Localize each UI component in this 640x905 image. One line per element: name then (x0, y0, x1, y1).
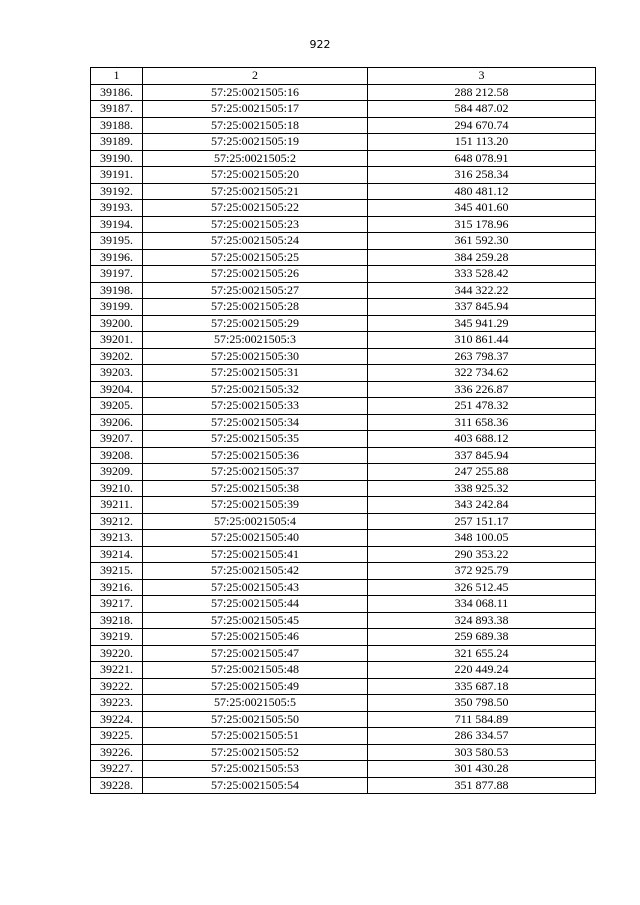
row-number-cell: 39195. (91, 233, 143, 250)
cadastral-number-cell: 57:25:0021505:53 (143, 761, 368, 778)
table-row (91, 348, 596, 365)
row-number-cell: 39227. (91, 761, 143, 778)
row-number-cell: 39200. (91, 315, 143, 332)
table-row (91, 695, 596, 712)
row-number-cell: 39188. (91, 117, 143, 134)
cadastral-number-cell: 57:25:0021505:43 (143, 579, 368, 596)
table-body (91, 84, 596, 794)
cadastral-number-cell: 57:25:0021505:39 (143, 497, 368, 514)
cadastral-value-cell: 343 242.84 (368, 497, 596, 514)
row-number-cell: 39207. (91, 431, 143, 448)
cadastral-value-cell: 337 845.94 (368, 299, 596, 316)
row-number-cell: 39206. (91, 414, 143, 431)
row-number-cell: 39217. (91, 596, 143, 613)
table-row (91, 266, 596, 283)
table-row (91, 249, 596, 266)
row-number-cell: 39228. (91, 777, 143, 794)
table-row (91, 546, 596, 563)
row-number-cell: 39201. (91, 332, 143, 349)
row-number-cell: 39197. (91, 266, 143, 283)
table-row (91, 431, 596, 448)
cadastral-number-cell: 57:25:0021505:42 (143, 563, 368, 580)
cadastral-value-cell: 286 334.57 (368, 728, 596, 745)
cadastral-number-cell: 57:25:0021505:29 (143, 315, 368, 332)
cadastral-value-cell: 263 798.37 (368, 348, 596, 365)
row-number-cell: 39213. (91, 530, 143, 547)
cadastral-number-cell: 57:25:0021505:40 (143, 530, 368, 547)
cadastral-number-cell: 57:25:0021505:31 (143, 365, 368, 382)
row-number-cell: 39220. (91, 645, 143, 662)
cadastral-number-cell: 57:25:0021505:50 (143, 711, 368, 728)
row-number-cell: 39219. (91, 629, 143, 646)
cadastral-number-cell: 57:25:0021505:20 (143, 167, 368, 184)
cadastral-value-cell: 372 925.79 (368, 563, 596, 580)
table-row (91, 530, 596, 547)
table-row (91, 579, 596, 596)
table-row (91, 365, 596, 382)
cadastral-value-cell: 220 449.24 (368, 662, 596, 679)
cadastral-value-cell: 344 322.22 (368, 282, 596, 299)
cadastral-number-cell: 57:25:0021505:45 (143, 612, 368, 629)
table-row (91, 167, 596, 184)
table-row (91, 744, 596, 761)
cadastral-value-cell: 322 734.62 (368, 365, 596, 382)
row-number-cell: 39210. (91, 480, 143, 497)
cadastral-number-cell: 57:25:0021505:46 (143, 629, 368, 646)
cadastral-value-cell: 345 941.29 (368, 315, 596, 332)
table-row (91, 728, 596, 745)
table-row (91, 447, 596, 464)
cadastral-value-cell: 711 584.89 (368, 711, 596, 728)
cadastral-value-cell: 648 078.91 (368, 150, 596, 167)
page-number: 922 (309, 38, 331, 51)
cadastral-value-cell: 290 353.22 (368, 546, 596, 563)
cadastral-number-cell: 57:25:0021505:2 (143, 150, 368, 167)
cadastral-number-cell: 57:25:0021505:17 (143, 101, 368, 118)
row-number-cell: 39204. (91, 381, 143, 398)
row-number-cell: 39186. (91, 84, 143, 101)
table-row (91, 101, 596, 118)
cadastral-number-cell: 57:25:0021505:44 (143, 596, 368, 613)
row-number-cell: 39196. (91, 249, 143, 266)
cadastral-value-cell: 333 528.42 (368, 266, 596, 283)
row-number-cell: 39193. (91, 200, 143, 217)
cadastral-number-cell: 57:25:0021505:48 (143, 662, 368, 679)
table-row (91, 216, 596, 233)
cadastral-number-cell: 57:25:0021505:3 (143, 332, 368, 349)
row-number-cell: 39199. (91, 299, 143, 316)
row-number-cell: 39190. (91, 150, 143, 167)
row-number-cell: 39224. (91, 711, 143, 728)
cadastral-value-cell: 259 689.38 (368, 629, 596, 646)
cadastral-number-cell: 57:25:0021505:32 (143, 381, 368, 398)
table-row (91, 777, 596, 794)
cadastral-number-cell: 57:25:0021505:36 (143, 447, 368, 464)
column-header-2: 2 (143, 68, 368, 85)
table-row (91, 612, 596, 629)
cadastral-value-cell: 303 580.53 (368, 744, 596, 761)
cadastral-value-cell: 338 925.32 (368, 480, 596, 497)
table-row (91, 596, 596, 613)
table-row (91, 464, 596, 481)
cadastral-number-cell: 57:25:0021505:26 (143, 266, 368, 283)
row-number-cell: 39221. (91, 662, 143, 679)
cadastral-value-cell: 384 259.28 (368, 249, 596, 266)
table-row (91, 414, 596, 431)
cadastral-number-cell: 57:25:0021505:28 (143, 299, 368, 316)
table-row (91, 381, 596, 398)
cadastral-number-cell: 57:25:0021505:19 (143, 134, 368, 151)
cadastral-number-cell: 57:25:0021505:4 (143, 513, 368, 530)
row-number-cell: 39187. (91, 101, 143, 118)
table-row (91, 480, 596, 497)
cadastral-value-cell: 337 845.94 (368, 447, 596, 464)
cadastral-value-cell: 334 068.11 (368, 596, 596, 613)
cadastral-value-cell: 361 592.30 (368, 233, 596, 250)
table-header-row (91, 68, 596, 85)
cadastral-value-cell: 345 401.60 (368, 200, 596, 217)
table-row (91, 513, 596, 530)
cadastral-value-cell: 288 212.58 (368, 84, 596, 101)
cadastral-value-cell: 294 670.74 (368, 117, 596, 134)
cadastral-number-cell: 57:25:0021505:33 (143, 398, 368, 415)
table-row (91, 183, 596, 200)
table-row (91, 84, 596, 101)
table-row (91, 398, 596, 415)
table-row (91, 134, 596, 151)
cadastral-value-cell: 311 658.36 (368, 414, 596, 431)
cadastral-value-cell: 251 478.32 (368, 398, 596, 415)
cadastral-number-cell: 57:25:0021505:22 (143, 200, 368, 217)
table-row (91, 233, 596, 250)
row-number-cell: 39216. (91, 579, 143, 596)
row-number-cell: 39202. (91, 348, 143, 365)
row-number-cell: 39212. (91, 513, 143, 530)
cadastral-value-cell: 321 655.24 (368, 645, 596, 662)
table-row (91, 200, 596, 217)
row-number-cell: 39215. (91, 563, 143, 580)
cadastral-number-cell: 57:25:0021505:23 (143, 216, 368, 233)
column-header-3: 3 (368, 68, 596, 85)
cadastral-number-cell: 57:25:0021505:30 (143, 348, 368, 365)
row-number-cell: 39198. (91, 282, 143, 299)
cadastral-number-cell: 57:25:0021505:51 (143, 728, 368, 745)
row-number-cell: 39225. (91, 728, 143, 745)
cadastral-value-table (90, 67, 596, 794)
row-number-cell: 39226. (91, 744, 143, 761)
row-number-cell: 39209. (91, 464, 143, 481)
table-row (91, 645, 596, 662)
cadastral-value-cell: 257 151.17 (368, 513, 596, 530)
table-row (91, 497, 596, 514)
cadastral-value-cell: 301 430.28 (368, 761, 596, 778)
cadastral-value-cell: 324 893.38 (368, 612, 596, 629)
table-row (91, 332, 596, 349)
cadastral-value-cell: 336 226.87 (368, 381, 596, 398)
row-number-cell: 39191. (91, 167, 143, 184)
cadastral-number-cell: 57:25:0021505:41 (143, 546, 368, 563)
table-row (91, 150, 596, 167)
table-row (91, 711, 596, 728)
cadastral-value-cell: 247 255.88 (368, 464, 596, 481)
row-number-cell: 39194. (91, 216, 143, 233)
cadastral-number-cell: 57:25:0021505:25 (143, 249, 368, 266)
cadastral-value-cell: 351 877.88 (368, 777, 596, 794)
row-number-cell: 39211. (91, 497, 143, 514)
table-row (91, 678, 596, 695)
cadastral-value-cell: 480 481.12 (368, 183, 596, 200)
row-number-cell: 39214. (91, 546, 143, 563)
row-number-cell: 39218. (91, 612, 143, 629)
cadastral-number-cell: 57:25:0021505:52 (143, 744, 368, 761)
cadastral-value-cell: 350 798.50 (368, 695, 596, 712)
row-number-cell: 39222. (91, 678, 143, 695)
row-number-cell: 39189. (91, 134, 143, 151)
table-row (91, 299, 596, 316)
cadastral-number-cell: 57:25:0021505:49 (143, 678, 368, 695)
table-row (91, 761, 596, 778)
cadastral-value-cell: 348 100.05 (368, 530, 596, 547)
table-row (91, 629, 596, 646)
cadastral-number-cell: 57:25:0021505:27 (143, 282, 368, 299)
cadastral-number-cell: 57:25:0021505:18 (143, 117, 368, 134)
row-number-cell: 39223. (91, 695, 143, 712)
cadastral-number-cell: 57:25:0021505:54 (143, 777, 368, 794)
cadastral-value-cell: 326 512.45 (368, 579, 596, 596)
cadastral-number-cell: 57:25:0021505:21 (143, 183, 368, 200)
column-header-1: 1 (91, 68, 143, 85)
cadastral-number-cell: 57:25:0021505:47 (143, 645, 368, 662)
cadastral-value-cell: 316 258.34 (368, 167, 596, 184)
cadastral-value-cell: 151 113.20 (368, 134, 596, 151)
table-row (91, 282, 596, 299)
table-row (91, 315, 596, 332)
cadastral-number-cell: 57:25:0021505:37 (143, 464, 368, 481)
row-number-cell: 39192. (91, 183, 143, 200)
cadastral-number-cell: 57:25:0021505:24 (143, 233, 368, 250)
row-number-cell: 39208. (91, 447, 143, 464)
cadastral-number-cell: 57:25:0021505:5 (143, 695, 368, 712)
cadastral-value-cell: 403 688.12 (368, 431, 596, 448)
row-number-cell: 39203. (91, 365, 143, 382)
cadastral-value-cell: 335 687.18 (368, 678, 596, 695)
cadastral-number-cell: 57:25:0021505:16 (143, 84, 368, 101)
cadastral-number-cell: 57:25:0021505:34 (143, 414, 368, 431)
cadastral-value-cell: 310 861.44 (368, 332, 596, 349)
table-row (91, 563, 596, 580)
cadastral-value-cell: 584 487.02 (368, 101, 596, 118)
table-row (91, 662, 596, 679)
table-row (91, 117, 596, 134)
cadastral-number-cell: 57:25:0021505:35 (143, 431, 368, 448)
row-number-cell: 39205. (91, 398, 143, 415)
cadastral-value-cell: 315 178.96 (368, 216, 596, 233)
cadastral-number-cell: 57:25:0021505:38 (143, 480, 368, 497)
